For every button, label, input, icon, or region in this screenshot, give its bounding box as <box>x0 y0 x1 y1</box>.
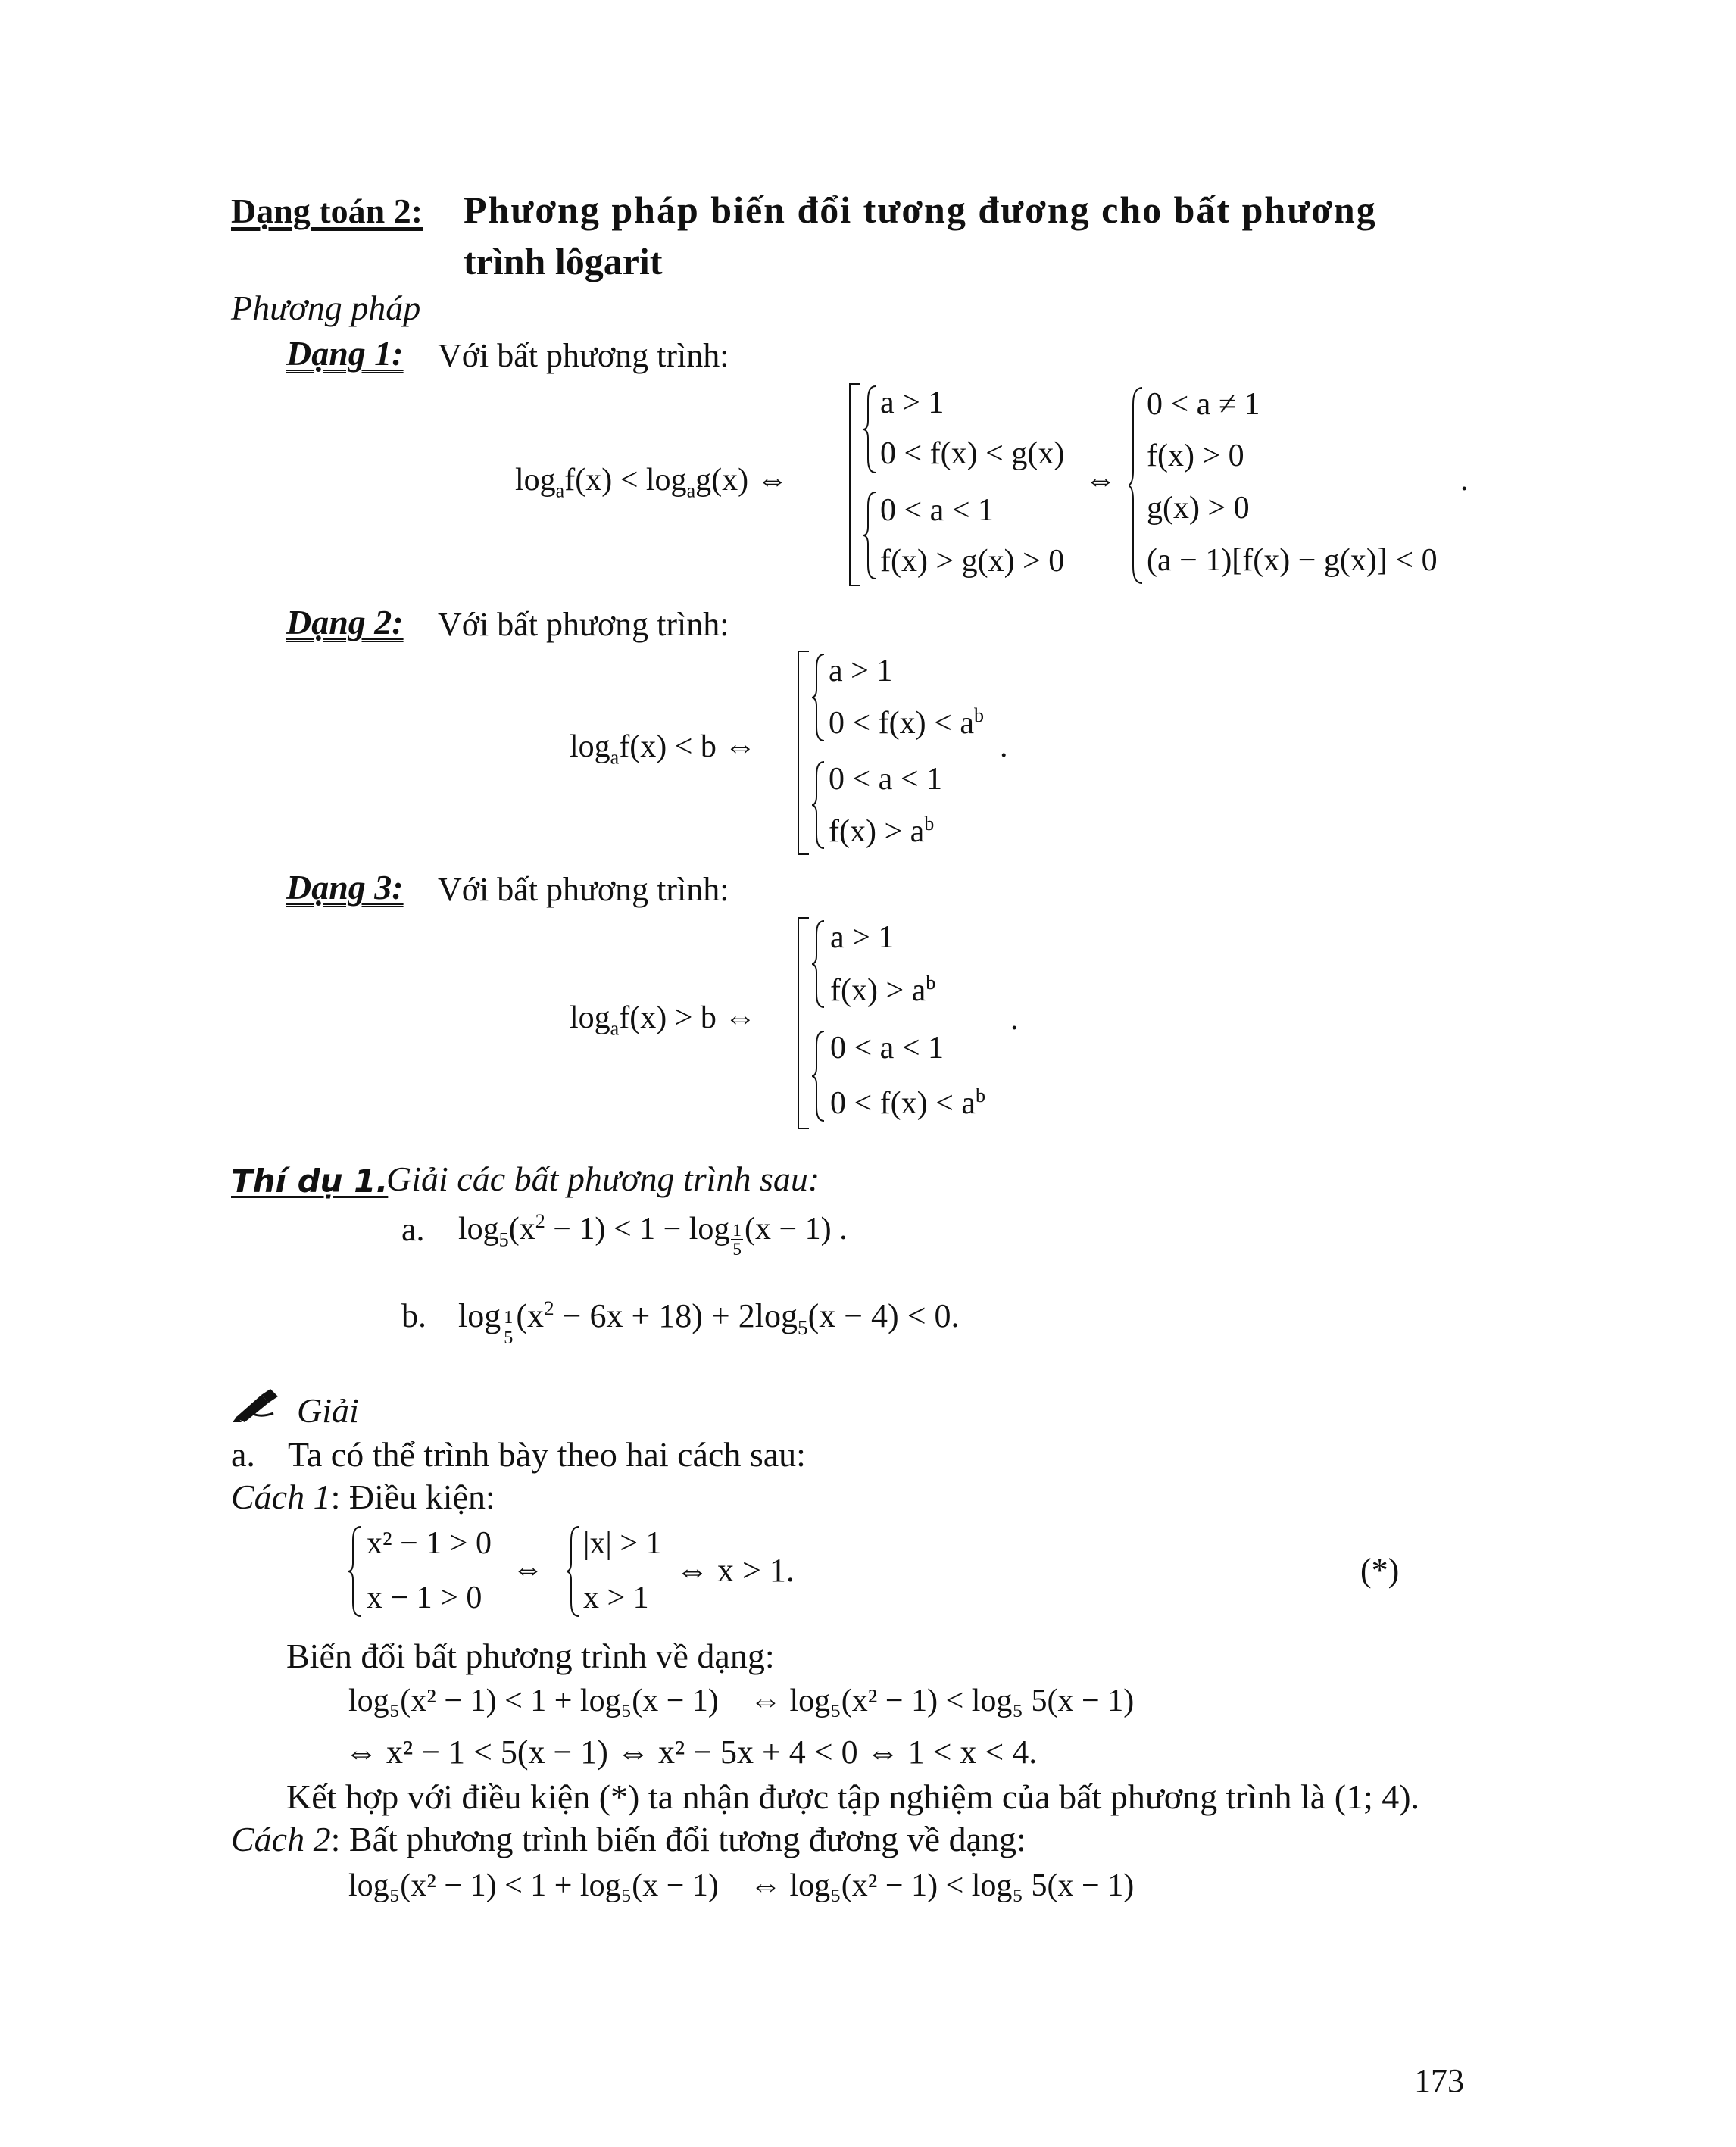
form1-case2-a: 0 < a < 1 <box>880 493 994 528</box>
form3-text: Với bất phương trình: <box>438 871 729 908</box>
writing-hand-icon <box>231 1387 284 1425</box>
combine-text: Kết hợp với điều kiện (*) ta nhận được tập nghiệm của bất phương trình là (1; 4). <box>286 1777 1420 1816</box>
example-text: Giải các bất phương trình sau: <box>386 1159 820 1198</box>
form1-case1-a: a > 1 <box>880 385 944 420</box>
transform-line3-right: ⇔ log₅(x² − 1) < log₅ 5(x − 1) <box>750 1868 1135 1903</box>
transform-line1-left: log₅(x² − 1) < 1 + log₅(x − 1) <box>348 1684 719 1718</box>
cond-mid-1: |x| > 1 <box>583 1526 662 1561</box>
form1-sys-2: f(x) > 0 <box>1147 438 1244 473</box>
form1-brace2 <box>863 491 879 580</box>
transform-line2: ⇔ x² − 1 < 5(x − 1) ⇔ x² − 5x + 4 < 0 ⇔ 1 < x < 4. <box>345 1734 1038 1771</box>
form1-outer-bracket <box>847 382 863 587</box>
form1-brace1 <box>863 385 879 474</box>
page-number: 173 <box>1414 2062 1464 2099</box>
solution-intro: Ta có thể trình bày theo hai cách sau: <box>288 1435 806 1474</box>
way2-line: Cách 2: Bất phương trình biến đổi tương đương về dạng: <box>231 1820 1026 1858</box>
cond-brace-mid <box>567 1525 582 1618</box>
form1-label: Dạng 1: <box>286 334 404 373</box>
example-b-expr: log $\frac{1}{5}$ $(x^2 - 6x + 18) + 2\log_5(x - 4) < 0$. <box>458 1297 960 1348</box>
example-b-label: b. <box>401 1297 426 1334</box>
form2-outer-bracket <box>795 650 812 856</box>
cond-star: (*) <box>1360 1552 1400 1589</box>
form2-case1-a: a > 1 <box>829 654 893 688</box>
form2-case2-a: 0 < a < 1 <box>829 762 943 797</box>
cond-equiv-1: ⇔ <box>512 1552 544 1587</box>
form2-label: Dạng 2: <box>286 603 404 641</box>
solution-heading: Giải <box>297 1391 359 1430</box>
form3-lhs: $\log_af(x) > b$ ⇔ <box>570 1000 757 1040</box>
section-label: Dạng toán 2: <box>231 192 423 230</box>
cond-result: ⇔ x > 1. <box>676 1552 795 1589</box>
form3-brace1 <box>812 919 827 1009</box>
form2-end: . <box>1000 729 1008 764</box>
form1-brace3 <box>1129 386 1145 585</box>
form3-brace2 <box>812 1030 827 1122</box>
form1-sys-3: g(x) > 0 <box>1147 491 1250 526</box>
transform-line3-left: log₅(x² − 1) < 1 + log₅(x − 1) <box>348 1868 719 1903</box>
form3-case2-a: 0 < a < 1 <box>830 1031 944 1066</box>
example-a-label: a. <box>401 1211 425 1248</box>
section-title-line1: Phương pháp biến đổi tương đương cho bất phương <box>464 189 1377 231</box>
section-title-line2: trình lôgarit <box>464 240 663 282</box>
form1-sys-1: 0 < a ≠ 1 <box>1147 387 1260 422</box>
example-label: Thí dụ 1. <box>231 1162 389 1200</box>
form2-lhs: $\log_af(x) < b$ ⇔ <box>570 729 757 769</box>
way1-line: Cách 1: Điều kiện: <box>231 1478 495 1516</box>
form3-case1-b: $f(x) > a^b$ <box>830 972 936 1008</box>
transform-line1-right: ⇔ log₅(x² − 1) < log₅ 5(x − 1) <box>750 1684 1135 1718</box>
example-a-expr: $\log_5(x^2 - 1) < 1 - \log$ $\frac{1}{5}$ (x − 1) . <box>458 1210 848 1259</box>
form3-outer-bracket <box>795 916 812 1130</box>
form2-brace2 <box>812 760 827 850</box>
cond-left-1: x² − 1 > 0 <box>367 1526 492 1561</box>
form2-brace1 <box>812 653 827 742</box>
form3-end: . <box>1010 1002 1019 1037</box>
form2-case2-b: $f(x) > a^b$ <box>829 813 935 849</box>
form2-case1-b: $0 < f(x) < a^b$ <box>829 704 984 741</box>
form1-equiv: ⇔ <box>1085 463 1116 498</box>
cond-mid-2: x > 1 <box>583 1581 649 1615</box>
form1-case2-b: f(x) > g(x) > 0 <box>880 544 1065 579</box>
form3-case2-b: $0 < f(x) < a^b$ <box>830 1084 985 1121</box>
cond-left-2: x − 1 > 0 <box>367 1581 482 1615</box>
form3-label: Dạng 3: <box>286 868 404 907</box>
transform-text: Biến đổi bất phương trình về dạng: <box>286 1637 775 1675</box>
form1-end: . <box>1460 463 1469 498</box>
method-heading: Phương pháp <box>231 289 421 327</box>
form1-sys-4: (a − 1)[f(x) − g(x)] < 0 <box>1147 543 1438 578</box>
form2-text: Với bất phương trình: <box>438 606 729 643</box>
form1-case1-b: 0 < f(x) < g(x) <box>880 436 1065 471</box>
cond-brace-left <box>348 1525 364 1618</box>
form1-text: Với bất phương trình: <box>438 337 729 374</box>
form1-lhs: $\log_af(x) < \log_ag(x)$ ⇔ <box>515 463 788 502</box>
form3-case1-a: a > 1 <box>830 920 895 955</box>
solution-a-label: a. <box>231 1435 255 1474</box>
